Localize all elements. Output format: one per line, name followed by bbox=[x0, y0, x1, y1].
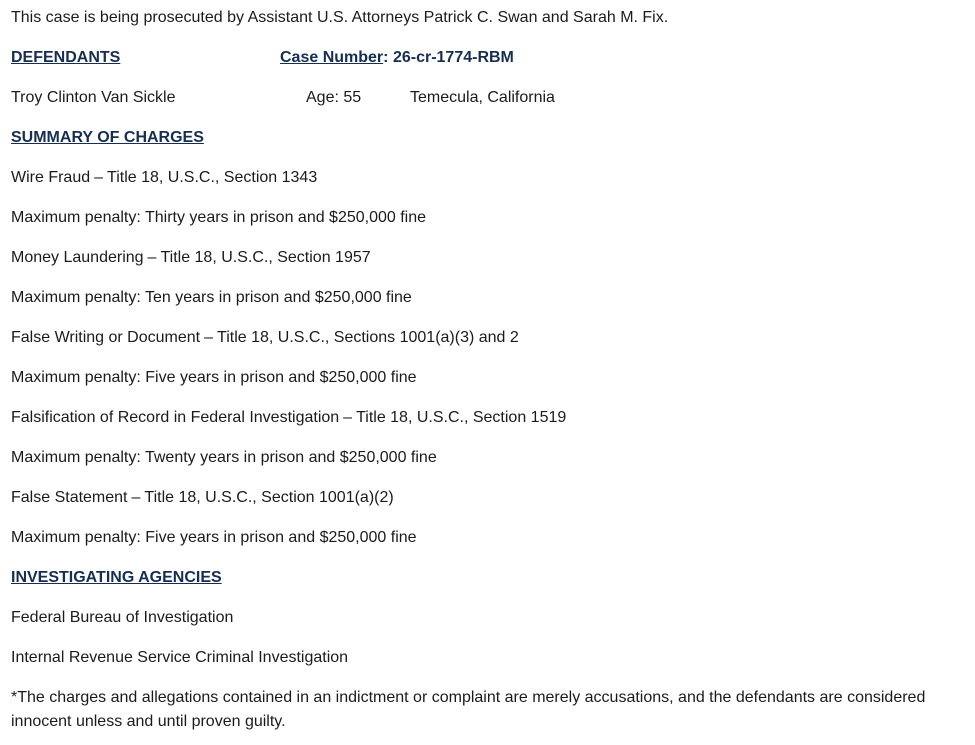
investigating-agencies-heading: INVESTIGATING AGENCIES bbox=[11, 569, 222, 586]
charge-item bbox=[11, 486, 394, 510]
charge-statute: Title 18, U.S.C., Sections 1001(a)(3) and 2 bbox=[217, 329, 519, 346]
charge-name: False Writing or Document bbox=[11, 329, 201, 346]
charge-penalty: Maximum penalty: Five years in prison and $250,000 fine bbox=[11, 529, 417, 546]
charge-separator: – bbox=[343, 409, 353, 426]
defendant-age: Age: 55 bbox=[306, 89, 362, 106]
charge-penalty: Maximum penalty: Twenty years in prison and $250,000 fine bbox=[11, 449, 437, 466]
charge-statute: Title 18, U.S.C., Section 1957 bbox=[160, 249, 371, 266]
charge-name: Falsification of Record in Federal Investigation bbox=[11, 409, 340, 426]
charge-item bbox=[11, 166, 317, 190]
charge-penalty: Maximum penalty: Ten years in prison and $250,000 fine bbox=[11, 289, 412, 306]
case-number-label: Case Number bbox=[280, 49, 384, 66]
defendant-name: Troy Clinton Van Sickle bbox=[11, 89, 176, 106]
charge-statute: Title 18, U.S.C., Section 1343 bbox=[107, 169, 318, 186]
charge-name: Wire Fraud bbox=[11, 169, 91, 186]
agency-item: Internal Revenue Service Criminal Investigation bbox=[11, 649, 349, 666]
charge-name: False Statement bbox=[11, 489, 128, 506]
charge-separator: – bbox=[204, 329, 214, 346]
charge-name: Money Laundering bbox=[11, 249, 144, 266]
charge-separator: – bbox=[94, 169, 104, 186]
charge-statute: Title 18, U.S.C., Section 1519 bbox=[356, 409, 567, 426]
charge-penalty: Maximum penalty: Thirty years in prison and $250,000 fine bbox=[11, 209, 427, 226]
prosecutors-statement: This case is being prosecuted by Assistant U.S. Attorneys Patrick C. Swan and Sarah M. Fix. bbox=[11, 9, 669, 26]
charge-statute: Title 18, U.S.C., Section 1001(a)(2) bbox=[144, 489, 394, 506]
charge-item bbox=[11, 406, 566, 430]
case-number-colon: : bbox=[383, 49, 393, 66]
charge-item bbox=[11, 246, 371, 270]
agency-item: Federal Bureau of Investigation bbox=[11, 609, 234, 626]
charge-penalty: Maximum penalty: Five years in prison and $250,000 fine bbox=[11, 369, 417, 386]
case-number-value: 26-cr-1774-RBM bbox=[392, 49, 514, 66]
disclaimer-note: *The charges and allegations contained in an indictment or complaint are merely accusations, and the defendants are considered innocent unless and until proven guilty. bbox=[11, 689, 926, 730]
charge-item bbox=[11, 326, 519, 350]
defendant-location: Temecula, California bbox=[410, 89, 555, 106]
charge-separator: – bbox=[131, 489, 141, 506]
charge-separator: – bbox=[147, 249, 157, 266]
summary-of-charges-heading: SUMMARY OF CHARGES bbox=[11, 129, 204, 146]
case-number bbox=[280, 46, 514, 70]
defendants-heading: DEFENDANTS bbox=[11, 49, 121, 66]
